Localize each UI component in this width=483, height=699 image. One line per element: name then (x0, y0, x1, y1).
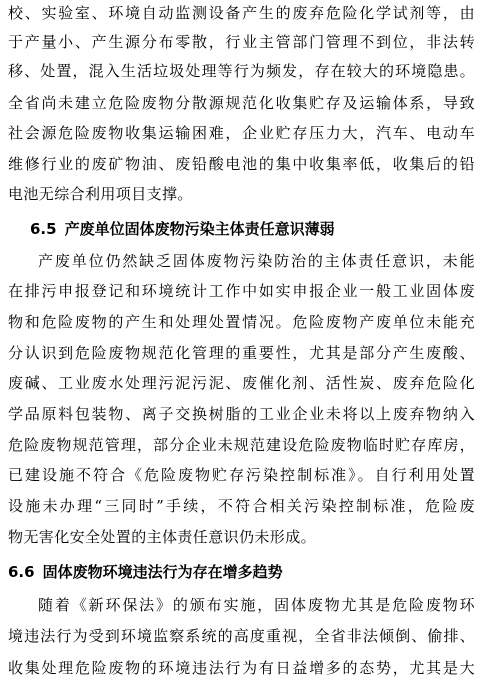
section-title: 固体废物环境违法行为存在增多趋势 (42, 563, 283, 581)
text-line: 电池无综合利用项目支撑。 (8, 185, 193, 203)
text-line: 产废单位仍然缺乏固体废物污染防治的主体责任意识，未能 (38, 252, 475, 270)
text-line: 校、实验室、环境自动监测设备产生的废弃危险化学试剂等，由 (8, 4, 475, 22)
text-line: 收集处理危险废物的环境违法行为有日益增多的态势，尤其是大 (8, 659, 475, 677)
text-line: 危险废物规范管理，部分企业未规范建设危险废物临时贮存库房， (8, 436, 475, 454)
text-line: 境违法行为受到环境监察系统的高度重视，全省非法倾倒、偷排、 (8, 627, 475, 645)
text-line: 学品原料包装物、离子交换树脂的工业企业未将以上废弃物纳入 (8, 405, 475, 423)
text-line: 分认识到危险废物规范化管理的重要性，尤其是部分产生废酸、 (8, 344, 475, 362)
section-heading-6-6 (8, 559, 283, 585)
text-line: 社会源危险废物收集运输困难，企业贮存压力大，汽车、电动车 (8, 124, 475, 142)
text-line: 设施未办理“三同时”手续，不符合相关污染控制标准，危险废 (8, 497, 475, 515)
text-line: 物和危险废物的产生和处理处置情况。危险废物产废单位未能充 (8, 313, 475, 331)
section-title: 产废单位固体废物污染主体责任意识薄弱 (64, 220, 335, 238)
text-line: 随着《新环保法》的颁布实施，固体废物尤其是危险废物环 (38, 596, 475, 614)
text-line: 全省尚未建立危险废物分散源规范化收集贮存及运输体系，导致 (8, 94, 475, 112)
section-number: 6.5 (30, 220, 57, 238)
text-line: 已建设施不符合《危险废物贮存污染控制标准》。自行利用处置 (8, 466, 475, 484)
text-line: 维修行业的废矿物油、废铅酸电池的集中收集率低，收集后的铅 (8, 155, 475, 173)
text-line: 废碱、工业废水处理污泥污泥、废催化剂、活性炭、废弃危险化 (8, 374, 475, 392)
text-line: 移、处置，混入生活垃圾处理等行为频发，存在较大的环境隐患。 (8, 62, 475, 80)
section-number: 6.6 (8, 563, 35, 581)
section-heading-6-5 (30, 216, 335, 242)
text-line: 在排污申报登记和环境统计工作中如实申报企业一般工业固体废 (8, 282, 475, 300)
text-line: 物无害化安全处置的主体责任意识仍未形成。 (8, 528, 317, 546)
text-line: 于产量小、产生源分布零散，行业主管部门管理不到位，非法转 (8, 33, 475, 51)
